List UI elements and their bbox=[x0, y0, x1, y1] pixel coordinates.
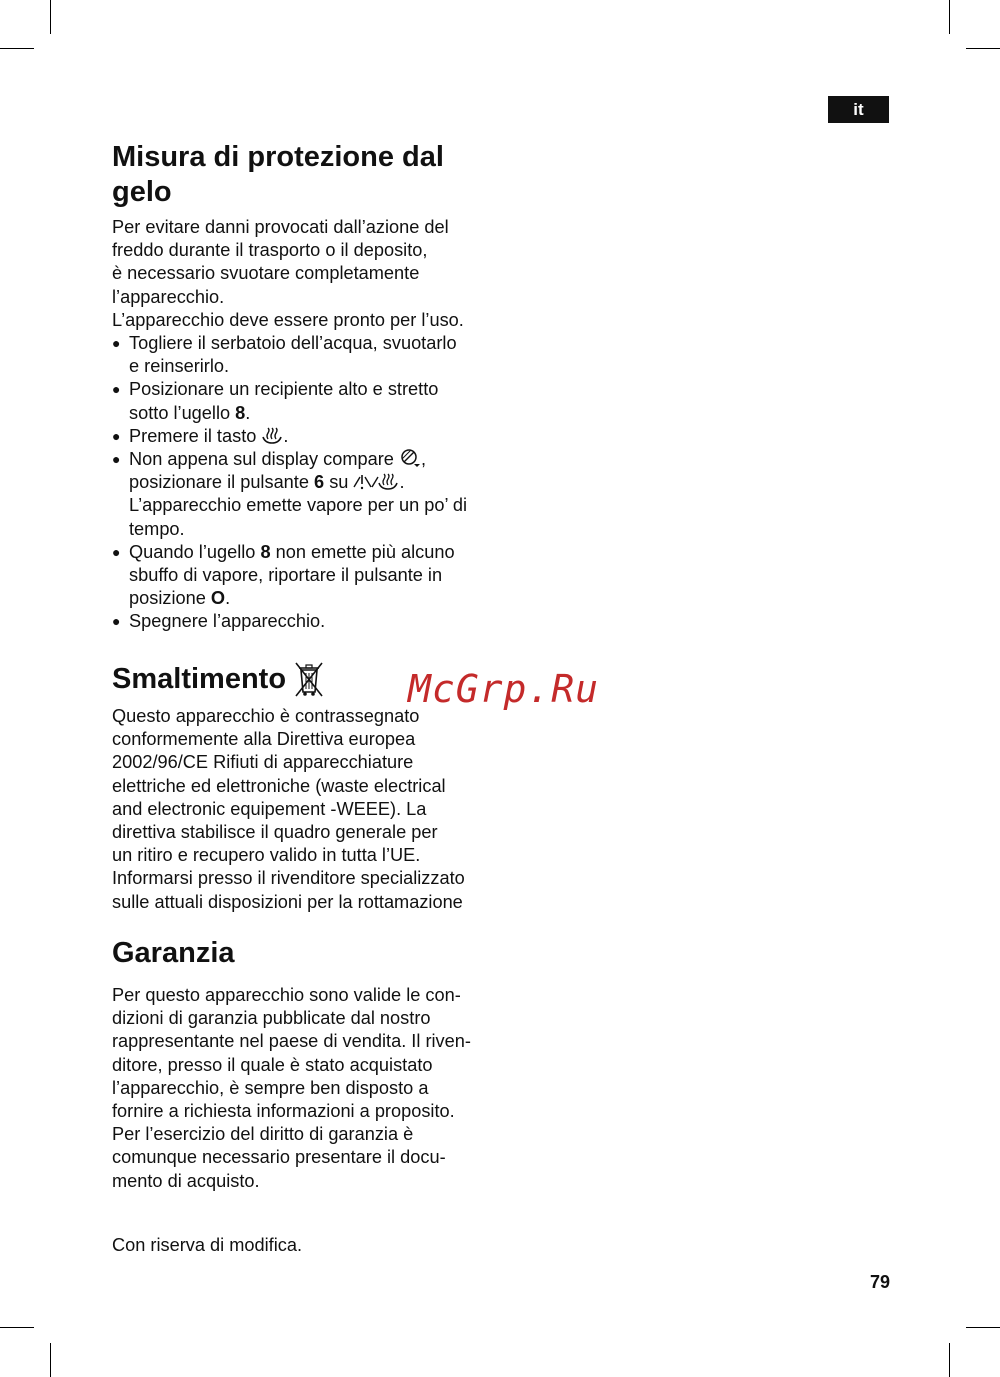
steam-icon bbox=[261, 427, 283, 445]
section-title: Misura di protezione dal gelo bbox=[112, 141, 444, 208]
crop-mark bbox=[50, 1343, 51, 1377]
section-title: Garanzia bbox=[112, 937, 235, 969]
descale-icon bbox=[399, 448, 421, 468]
crop-mark bbox=[949, 1343, 950, 1377]
list-item: ● Togliere il serbatoio dell’acqua, svuotarlo e reinserirlo. bbox=[112, 332, 502, 378]
disposal-paragraph: Questo apparecchio è contrassegnato conformemente alla Direttiva europea 2002/96/CE Rifiuti di apparecchiature elettriche ed elettroniche (waste electrical and electronic equipement -WEEE). La direttiva stabilisce il quadro generale per un ritiro e recupero valido in tutta l’UE. Informarsi presso il rivenditore specializzato sulle attuali disposizioni per la rottamazione bbox=[112, 706, 465, 912]
list-item: ● Posizionare un recipiente alto e stretto sotto l’ugello 8. bbox=[112, 378, 502, 424]
watermark: McGrp.Ru bbox=[408, 667, 600, 711]
list-item: ● Premere il tasto . bbox=[112, 425, 502, 448]
footer-note: Con riserva di modifica. bbox=[112, 1235, 303, 1255]
crop-mark bbox=[966, 48, 1000, 49]
intro-paragraph: Per evitare danni provocati dall’azione del freddo durante il trasporto o il deposito, è necessario svuotare completamente l’apparecchio. L’apparecchio deve essere pronto per l’uso. bbox=[112, 217, 464, 330]
section-frost-protection bbox=[112, 140, 502, 634]
crop-mark bbox=[0, 1327, 34, 1328]
language-tab: it bbox=[828, 96, 889, 123]
crop-mark bbox=[966, 1327, 1000, 1328]
page-number: 79 bbox=[869, 1272, 890, 1292]
section-title: Smaltimento bbox=[112, 660, 512, 698]
list-item: ● Non appena sul display compare , posizionare il pulsante 6 su . L’apparecchio emette vapore per un po’ di tempo. bbox=[112, 448, 502, 541]
crop-mark bbox=[0, 48, 34, 49]
hot-water-steam-icon bbox=[353, 473, 399, 491]
section-warranty bbox=[112, 936, 512, 1193]
crop-mark bbox=[50, 0, 51, 34]
list-item: ● Spegnere l’apparecchio. bbox=[112, 610, 502, 633]
crossed-bin-icon bbox=[292, 660, 326, 698]
warranty-paragraph: Per questo apparecchio sono valide le con- dizioni di garanzia pubblicate dal nostro rappresentante nel paese di vendita. Il riven- ditore, presso il quale è stato acquistato l’apparecchio, è sempre ben disposto a fornire a richiesta informazioni a proposito. Per l’esercizio del diritto di garanzia è comunque necessario presentare il docu- mento di acquisto. bbox=[112, 985, 471, 1191]
list-item: ● Quando l’ugello 8 non emette più alcuno sbuffo di vapore, riportare il pulsante in posizione O. bbox=[112, 541, 502, 611]
steps-list bbox=[112, 332, 502, 634]
crop-mark bbox=[949, 0, 950, 34]
